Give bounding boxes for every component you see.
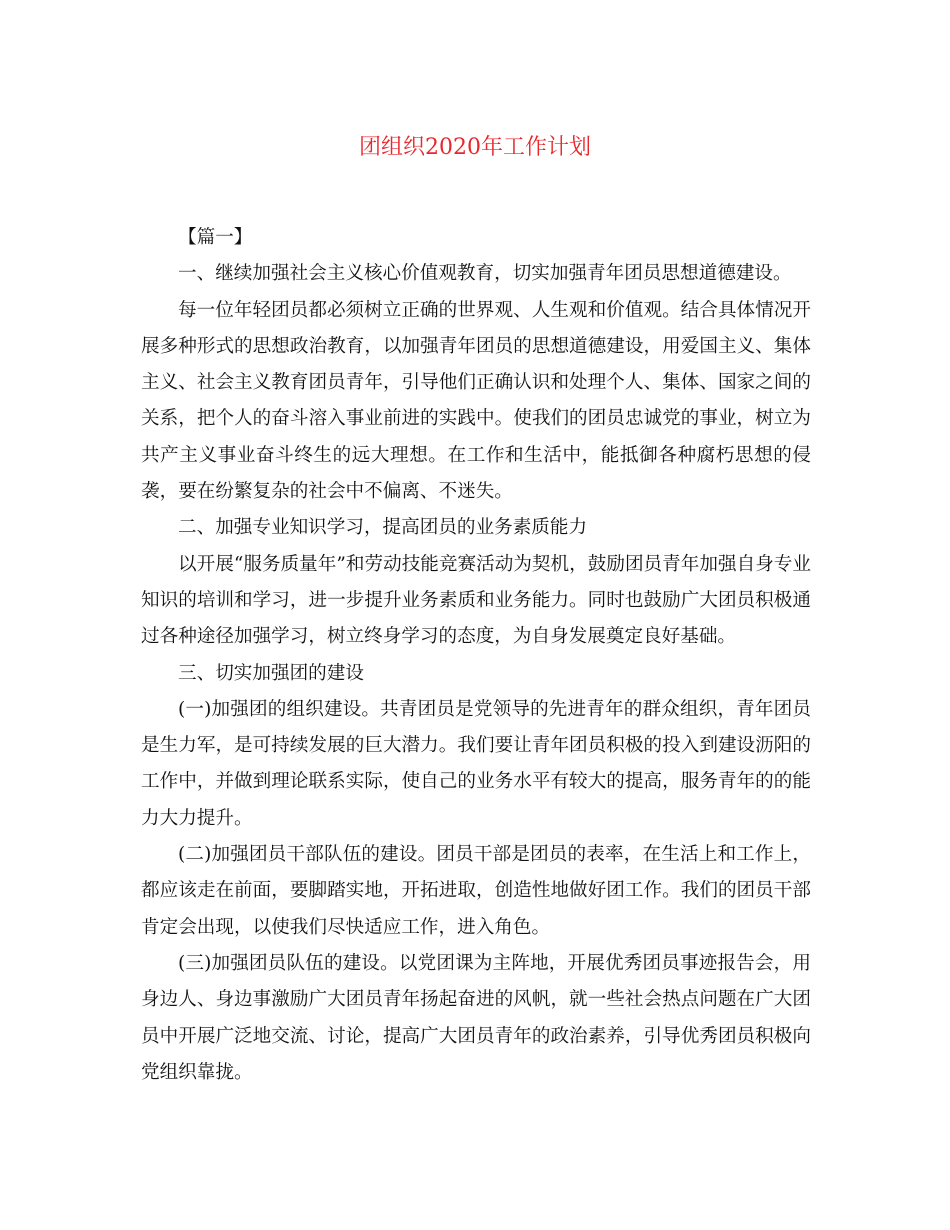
section-heading-part-one: 【篇一】 — [178, 227, 253, 248]
paragraph-subitem-three: (三)加强团员队伍的建设。以党团课为主阵地，开展优秀团员事迹报告会，用身边人、身边事激励广大团员青年扬起奋进的风帆，就一些社会热点问题在广大团员中开展广泛地交流、讨论，提高广大团员青年的政治素养，引导优秀团员积极向党组织靠拢。 — [141, 952, 811, 1083]
heading-item-two: 二、加强专业知识学习，提高团员的业务素质能力 — [178, 517, 588, 539]
paragraph-subitem-two: (二)加强团员干部队伍的建设。团员干部是团员的表率，在生活上和工作上，都应该走在前面，要脚踏实地，开拓进取，创造性地做好团工作。我们的团员干部肯定会出现，以使我们尽快适应工作，进入角色。 — [141, 844, 811, 938]
document-title: 团组织2020年工作计划 — [359, 135, 591, 160]
document-body — [141, 220, 811, 1091]
heading-item-three: 三、切实加强团的建设 — [178, 662, 364, 684]
paragraph-item-one-body: 每一位年轻团员都必须树立正确的世界观、人生观和价值观。结合具体情况开展多种形式的思想政治教育，以加强青年团员的思想道德建设，用爱国主义、集体主义、社会主义教育团员青年，引导他们正确认识和处理个人、集体、国家之间的关系，把个人的奋斗溶入事业前进的实践中。使我们的团员忠诚党的事业，树立为共产主义事业奋斗终生的远大理想。在工作和生活中，能抵御各种腐朽思想的侵袭，要在纷繁复杂的社会中不偏离、不迷失。 — [141, 299, 811, 503]
paragraph-item-two-body: 以开展“服务质量年”和劳动技能竞赛活动为契机，鼓励团员青年加强自身专业知识的培训和学习，进一步提升业务素质和业务能力。同时也鼓励广大团员积极通过各种途径加强学习，树立终身学习的态度，为自身发展奠定良好基础。 — [141, 553, 811, 648]
heading-item-one: 一、继续加强社会主义核心价值观教育，切实加强青年团员思想道德建设。 — [178, 263, 792, 285]
paragraph-subitem-one: (一)加强团的组织建设。共青团员是党领导的先进青年的群众组织，青年团员是生力军，是可持续发展的巨大潜力。我们要让青年团员积极的投入到建设沥阳的工作中，并做到理论联系实际，使自己的业务水平有较大的提高，服务青年的的能力大力提升。 — [141, 698, 811, 829]
